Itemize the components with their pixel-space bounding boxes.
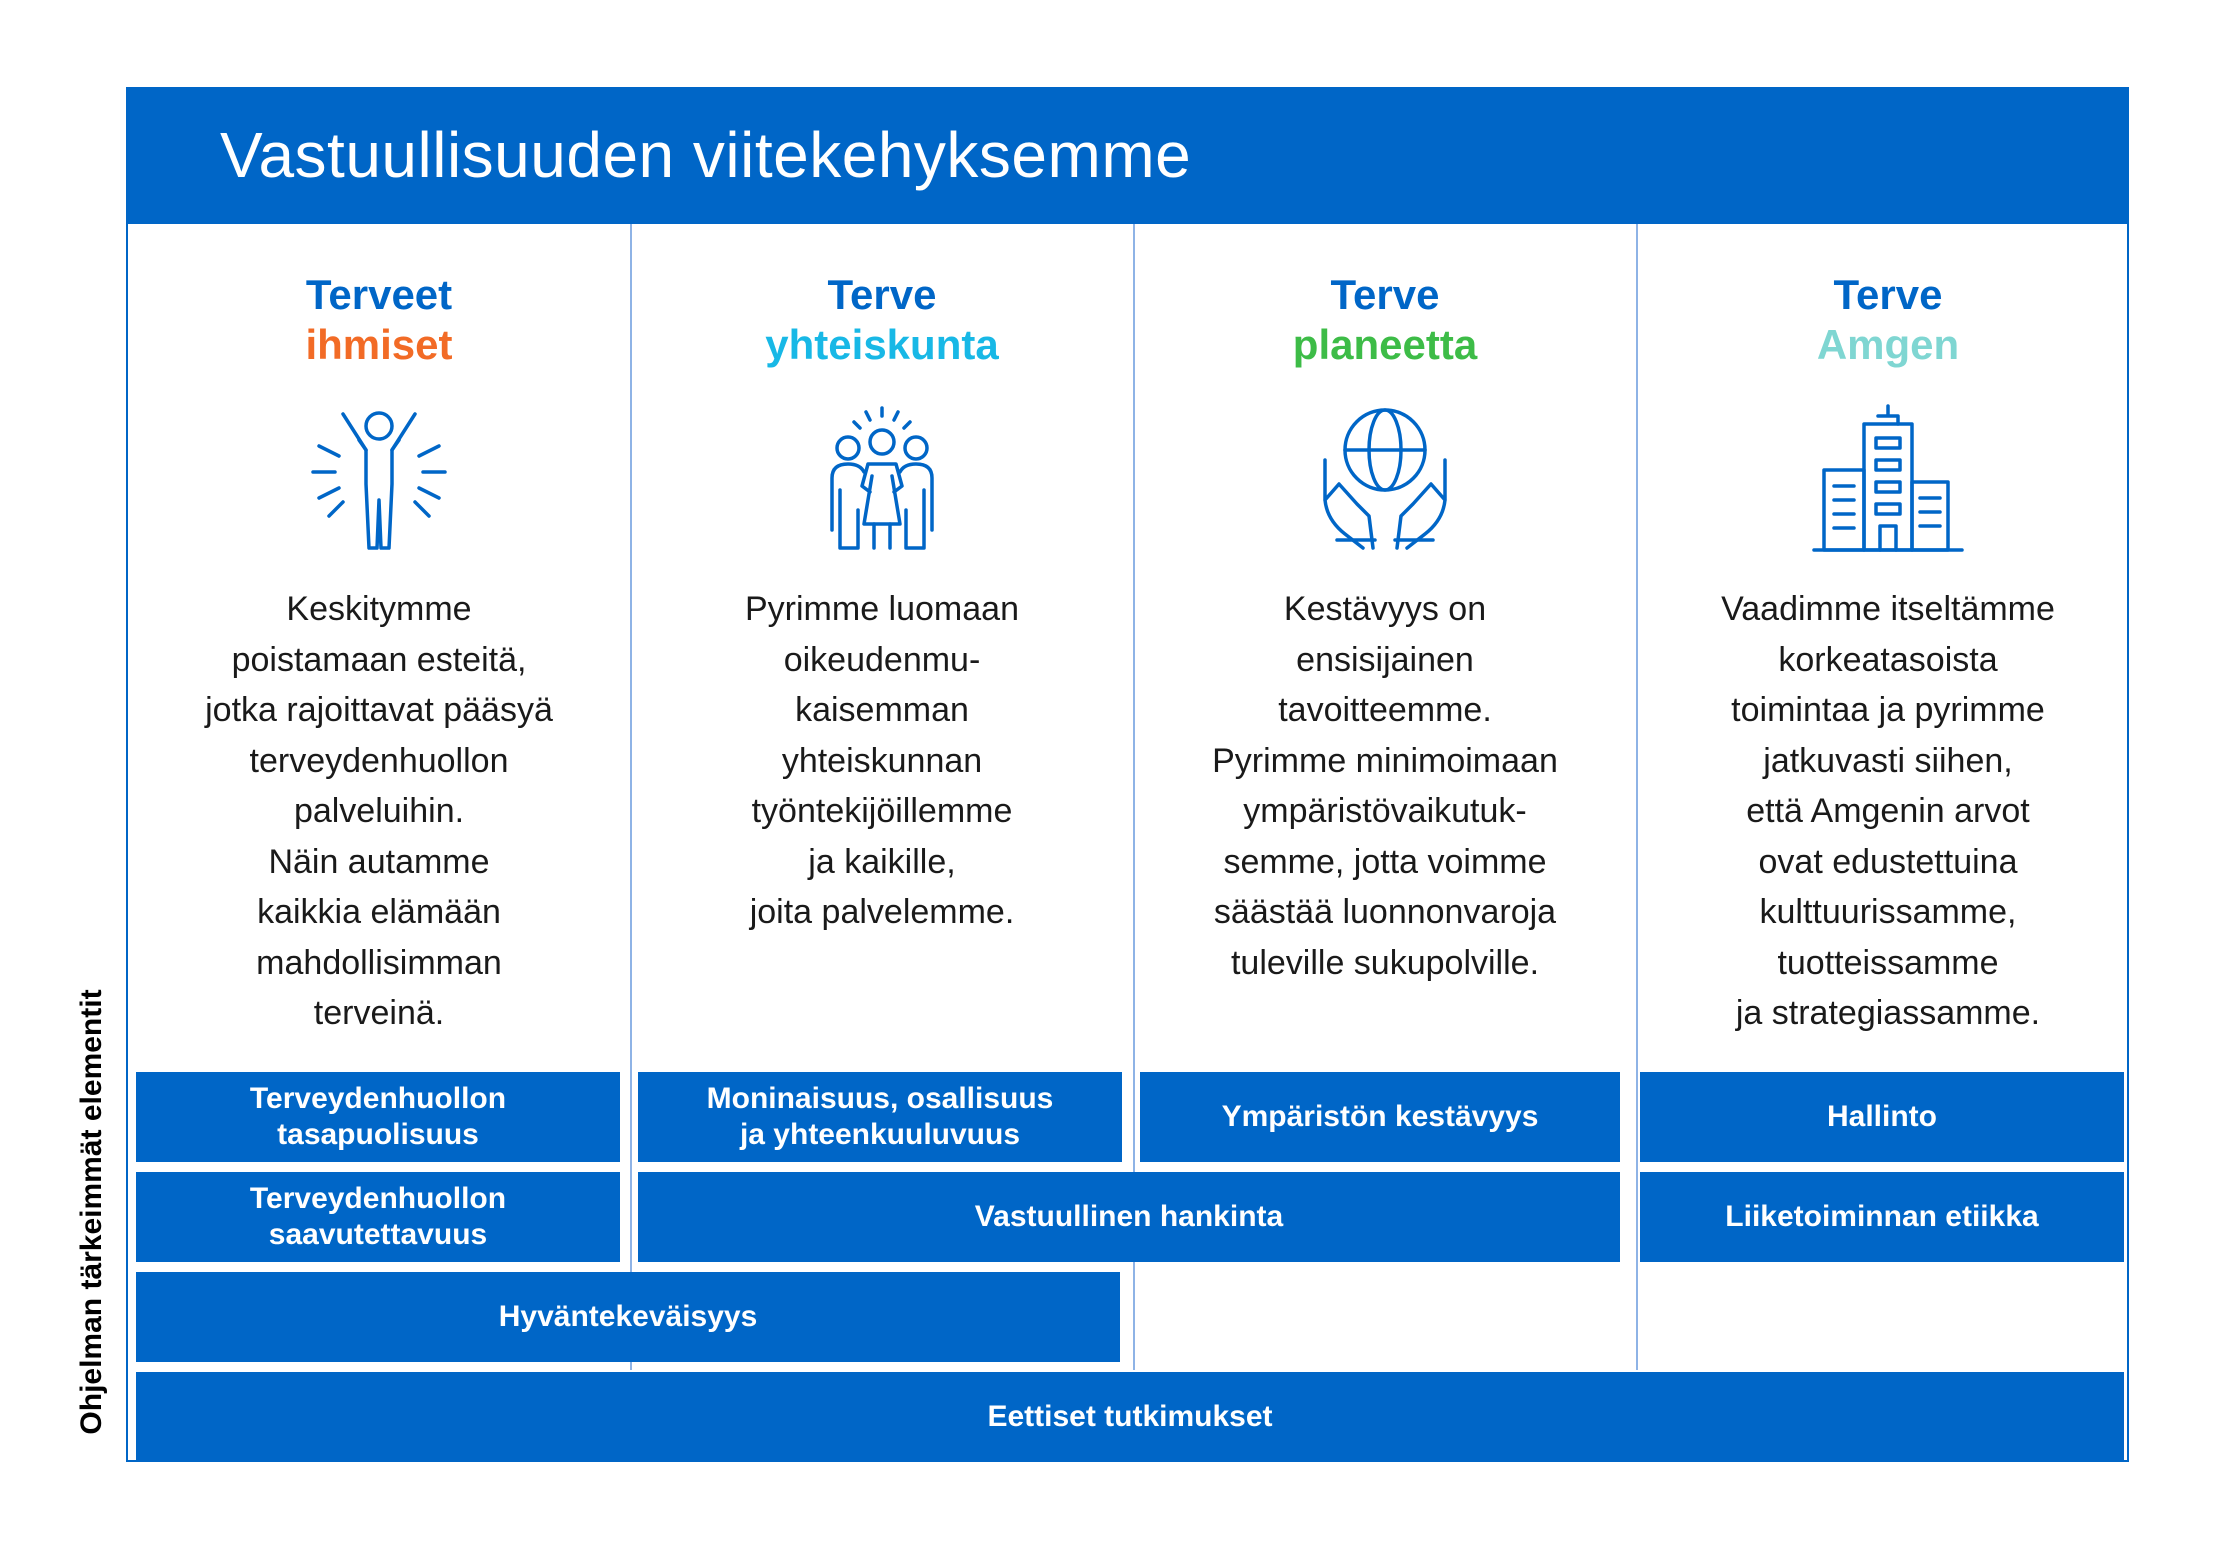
block-health-access: Terveydenhuollon saavutettavuus [136,1172,620,1262]
header-banner [126,87,2129,224]
pillar-title-line1: Terveet [305,271,453,318]
block-diversity-inclusion: Moninaisuus, osallisuus ja yhteenkuuluvuus [638,1072,1122,1162]
pillar-title-line2: Amgen [1816,321,1960,368]
block-ethical-research: Eettiset tutkimukset [136,1372,2124,1462]
pillar-title-line2: ihmiset [305,321,453,368]
pillar-title [1638,270,2138,370]
pillar-title [129,270,629,370]
pillar-healthy-amgen [1638,224,2138,1064]
block-philanthropy: Hyväntekeväisyys [136,1272,1120,1362]
side-axis-label: Ohjelman tärkeimmät elementit [75,989,108,1435]
block-health-equity: Terveydenhuollon tasapuolisuus [136,1072,620,1162]
page-title: Vastuullisuuden viitekehyksemme [220,119,1192,191]
pillar-title-line2: planeetta [1292,321,1478,368]
office-buildings-icon [1808,400,1968,560]
pillar-description: Kestävyys on ensisijainen tavoitteemme. Pyrimme minimoimaan ympäristövaikutuk- semme, jotta voimme säästää luonnonvaroja tuleville sukupolville. [1212,590,1558,982]
pillar-healthy-people [129,224,629,1064]
pillar-title-line1: Terve [1833,271,1943,318]
block-governance: Hallinto [1640,1072,2124,1162]
pillar-title [1135,270,1635,370]
group-of-people-icon [802,400,962,560]
pillar-description: Pyrimme luomaan oikeudenmu- kaisemman yhteiskunnan työntekijöillemme ja kaikille, joita palvelemme. [745,590,1019,931]
hands-holding-globe-icon [1305,400,1465,560]
person-arms-raised-icon [299,400,459,560]
pillar-description: Vaadimme itseltämme korkeatasoista toimintaa ja pyrimme jatkuvasti siihen, että Amgenin arvot ovat edustettuina kulttuurissamme, tuotteissamme ja strategiassamme. [1721,590,2055,1032]
block-responsible-sourcing: Vastuullinen hankinta [638,1172,1620,1262]
pillar-title [632,270,1132,370]
pillar-healthy-society [632,224,1132,1064]
block-business-ethics: Liiketoiminnan etiikka [1640,1172,2124,1262]
pillar-title-line2: yhteiskunta [765,321,999,368]
pillar-healthy-planet [1135,224,1635,1064]
pillar-description: Keskitymme poistamaan esteitä, jotka rajoittavat pääsyä terveydenhuollon palveluihin. Näin autamme kaikkia elämään mahdollisimman terveinä. [205,590,553,1032]
pillar-title-line1: Terve [827,271,937,318]
pillar-title-line1: Terve [1330,271,1440,318]
block-environmental-sustainability: Ympäristön kestävyys [1140,1072,1620,1162]
